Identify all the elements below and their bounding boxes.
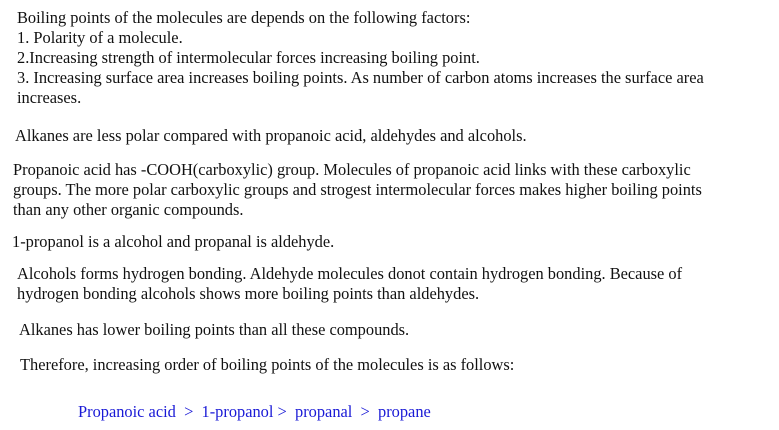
factor-item-3-line-1: 3. Increasing surface area increases boiling points. As number of carbon atoms increases the surface area xyxy=(17,68,704,87)
alcohols-line-2: hydrogen bonding alcohols shows more boiling points than aldehydes. xyxy=(17,284,480,303)
propanoic-line-3: than any other organic compounds. xyxy=(13,200,244,219)
propanol-propanal-paragraph xyxy=(12,232,334,252)
factor-item-2: 2.Increasing strength of intermolecular forces increasing boiling point. xyxy=(17,48,480,67)
propanol-propanal-text: 1-propanol is a alcohol and propanal is aldehyde. xyxy=(12,232,335,251)
propanoic-line-1: Propanoic acid has -COOH(carboxylic) group. Molecules of propanoic acid links with these carboxylic xyxy=(13,160,691,179)
therefore-paragraph xyxy=(20,355,514,375)
factors-section xyxy=(17,8,704,108)
propanoic-line-2: groups. The more polar carboxylic groups and strogest intermolecular forces makes higher boiling points xyxy=(13,180,702,199)
alkanes-lower-paragraph xyxy=(19,320,409,340)
factor-item-1: 1. Polarity of a molecule. xyxy=(17,28,183,47)
order-sign-2: > xyxy=(277,402,287,421)
factor-item-3-line-2: increases. xyxy=(17,88,82,107)
order-sign-1: > xyxy=(184,402,194,421)
therefore-text: Therefore, increasing order of boiling points of the molecules is as follows: xyxy=(20,355,515,374)
factors-intro: Boiling points of the molecules are depends on the following factors: xyxy=(17,8,471,27)
order-compound-4: propane xyxy=(378,402,431,421)
order-compound-3: propanal xyxy=(295,402,353,421)
alcohols-paragraph xyxy=(17,264,682,304)
order-sign-3: > xyxy=(360,402,370,421)
order-compound-2: 1-propanol xyxy=(201,402,274,421)
boiling-point-order xyxy=(78,402,431,422)
alcohols-line-1: Alcohols forms hydrogen bonding. Aldehyde molecules donot contain hydrogen bonding. Because of xyxy=(17,264,683,283)
order-compound-1: Propanoic acid xyxy=(78,402,176,421)
propanoic-paragraph xyxy=(13,160,702,220)
alkanes-polarity-paragraph xyxy=(15,126,527,146)
alkanes-lower-text: Alkanes has lower boiling points than all these compounds. xyxy=(19,320,410,339)
alkanes-polarity-text: Alkanes are less polar compared with propanoic acid, aldehydes and alcohols. xyxy=(15,126,527,145)
